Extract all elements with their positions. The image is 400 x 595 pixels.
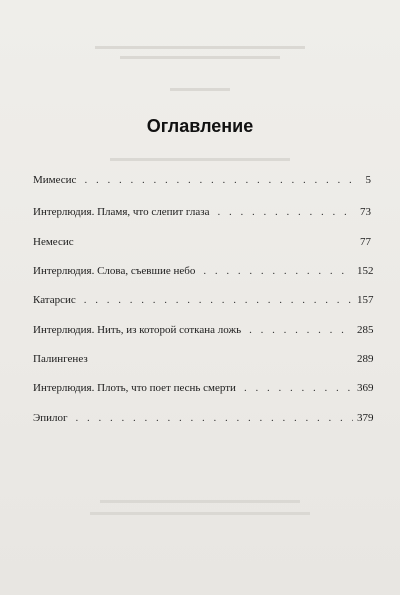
- toc-entry-page: 285: [357, 324, 374, 336]
- toc-entry-title: Мимесис: [33, 174, 77, 186]
- toc-entry-page: 379: [357, 412, 374, 424]
- toc-entry-title: Эпилог: [33, 412, 68, 424]
- toc-entry-title: Катарсис: [33, 294, 76, 306]
- bleed-through-line: [120, 56, 280, 59]
- toc-entry-title: Интерлюдия. Слова, съевшие небо: [33, 265, 196, 277]
- toc-entry-page: 77: [360, 236, 371, 248]
- dot-leader: [249, 321, 353, 339]
- toc-entry: [33, 379, 374, 397]
- toc-entry: [33, 321, 374, 339]
- toc-entry-page: 157: [357, 294, 374, 306]
- dot-leader: [84, 171, 353, 189]
- toc-entry-title: Палингенез: [33, 353, 88, 365]
- toc-entry-page: 152: [357, 265, 374, 277]
- toc-entry: [33, 350, 374, 368]
- bleed-through-line: [90, 512, 310, 515]
- toc-entry-title: Немесис: [33, 236, 74, 248]
- toc-entry-page: 289: [357, 353, 374, 365]
- bleed-through-line: [110, 158, 290, 161]
- toc-entry-page: 5: [365, 174, 371, 186]
- toc-entry-title: Интерлюдия. Нить, из которой соткана ложь: [33, 324, 242, 336]
- toc-entry-title: Интерлюдия. Плоть, что поет песнь смерти: [33, 382, 236, 394]
- toc-entry: [33, 291, 374, 309]
- toc-entry: [33, 203, 371, 221]
- bleed-through-line: [170, 88, 230, 91]
- toc-entry-title: Интерлюдия. Пламя, что слепит глаза: [33, 206, 210, 218]
- dot-leader: [244, 379, 353, 397]
- bleed-through-line: [100, 500, 300, 503]
- toc-entry: [33, 233, 371, 251]
- toc-entry: [33, 171, 371, 189]
- bleed-through-line: [95, 46, 305, 49]
- toc-entry-page: 369: [357, 382, 374, 394]
- toc-entry-page: 73: [360, 206, 371, 218]
- dot-leader: [203, 262, 353, 280]
- dot-leader: [76, 409, 353, 427]
- dot-leader: [84, 291, 353, 309]
- toc-entry: [33, 409, 374, 427]
- toc-entry: [33, 262, 374, 280]
- page-title: Оглавление: [146, 116, 254, 136]
- dot-leader: [217, 203, 353, 221]
